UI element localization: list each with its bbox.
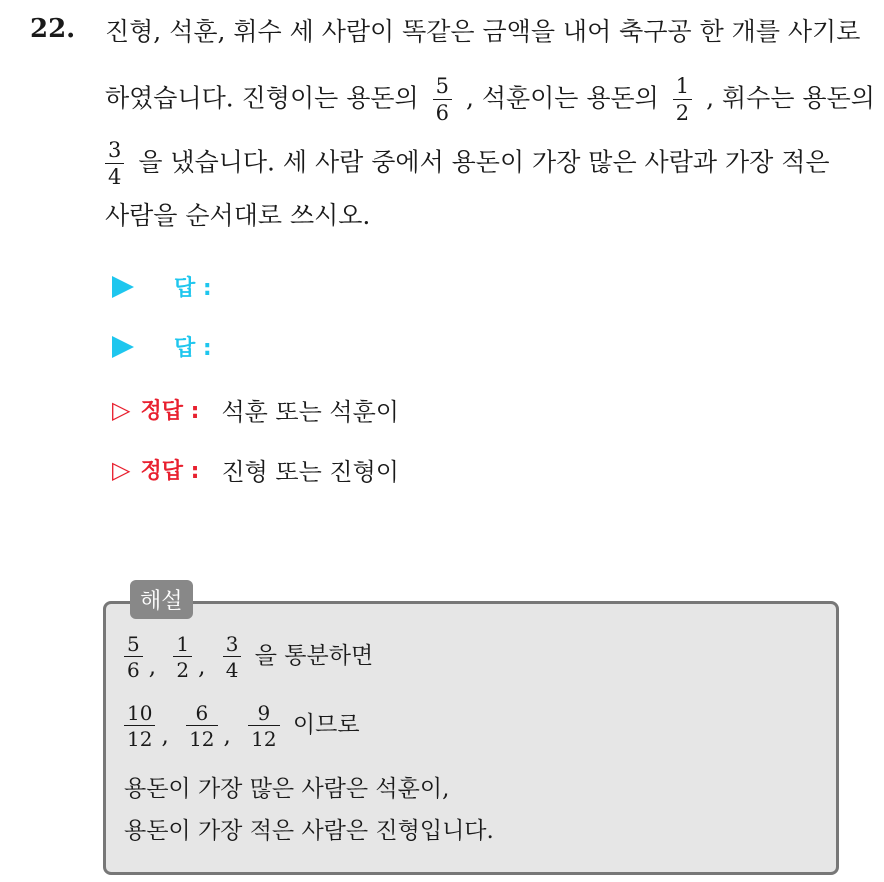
fraction-numerator: 3 xyxy=(108,138,122,162)
fraction-five-sixths xyxy=(433,76,452,124)
question-text: , 휘수는 용돈의 xyxy=(706,83,875,113)
comma: , xyxy=(198,654,206,680)
solution-label: 정답 : xyxy=(140,399,200,424)
question-line-3 xyxy=(105,140,830,188)
explanation-line-3: 용돈이 가장 많은 사람은 석훈이, xyxy=(124,776,450,802)
outline-triangle-icon: ▷ xyxy=(112,455,131,484)
question-text: 하였습니다. 진형이는 용돈의 xyxy=(105,83,419,113)
explanation-text: 을 통분하면 xyxy=(254,643,374,669)
fraction xyxy=(173,634,192,680)
question-line-2 xyxy=(105,76,875,124)
fraction-numerator: 5 xyxy=(127,632,140,656)
comma: , xyxy=(223,723,231,749)
fraction-denominator: 12 xyxy=(186,725,217,749)
play-triangle-icon xyxy=(112,336,134,358)
fraction xyxy=(223,634,242,680)
fraction-denominator: 4 xyxy=(223,656,242,680)
solution-label: 정답 : xyxy=(140,459,200,484)
comma: , xyxy=(148,654,157,680)
question-text: 을 냈습니다. 세 사람 중에서 용돈이 가장 많은 사람과 가장 적은 xyxy=(138,147,830,177)
answer-row-2[interactable] xyxy=(112,331,212,362)
explanation-line-1 xyxy=(124,634,373,680)
fraction-numerator: 5 xyxy=(435,74,449,98)
play-triangle-icon xyxy=(112,276,134,298)
fraction-denominator: 2 xyxy=(173,656,192,680)
answer-label: 답 : xyxy=(174,276,212,301)
question-number: 22. xyxy=(30,14,76,44)
answer-row-1[interactable] xyxy=(112,271,212,302)
fraction-numerator: 1 xyxy=(176,632,190,656)
question-line-1: 진형, 석훈, 휘수 세 사람이 똑같은 금액을 내어 축구공 한 개를 사기로 xyxy=(105,17,861,46)
solution-text: 진형 또는 진형이 xyxy=(221,458,399,486)
fraction-denominator: 12 xyxy=(248,725,279,749)
fraction-denominator: 2 xyxy=(673,99,692,124)
comma: , xyxy=(161,723,169,749)
fraction-numerator: 9 xyxy=(257,701,271,725)
fraction-numerator: 1 xyxy=(675,74,690,98)
answer-label: 답 : xyxy=(174,336,212,361)
fraction xyxy=(124,703,155,749)
fraction xyxy=(248,703,279,749)
fraction-three-quarters xyxy=(105,140,124,188)
fraction xyxy=(124,634,143,680)
solution-row-1 xyxy=(112,392,399,427)
fraction-denominator: 6 xyxy=(433,99,452,124)
fraction xyxy=(186,703,217,749)
fraction-numerator: 3 xyxy=(225,632,239,656)
fraction-one-half xyxy=(673,76,692,124)
question-text: , 석훈이는 용돈의 xyxy=(465,83,659,113)
question-line-4: 사람을 순서대로 쓰시오. xyxy=(105,201,371,230)
explanation-line-2 xyxy=(124,703,360,749)
explanation-text: 이므로 xyxy=(292,712,360,738)
explanation-line-4: 용돈이 가장 적은 사람은 진형입니다. xyxy=(124,818,494,844)
outline-triangle-icon: ▷ xyxy=(112,395,131,424)
solution-row-2 xyxy=(112,452,399,487)
fraction-numerator: 10 xyxy=(127,701,153,725)
explanation-title: 해설 xyxy=(130,580,193,619)
fraction-numerator: 6 xyxy=(195,701,209,725)
fraction-denominator: 6 xyxy=(124,656,143,680)
solution-text: 석훈 또는 석훈이 xyxy=(221,398,399,426)
fraction-denominator: 12 xyxy=(124,725,155,749)
fraction-denominator: 4 xyxy=(105,163,124,188)
